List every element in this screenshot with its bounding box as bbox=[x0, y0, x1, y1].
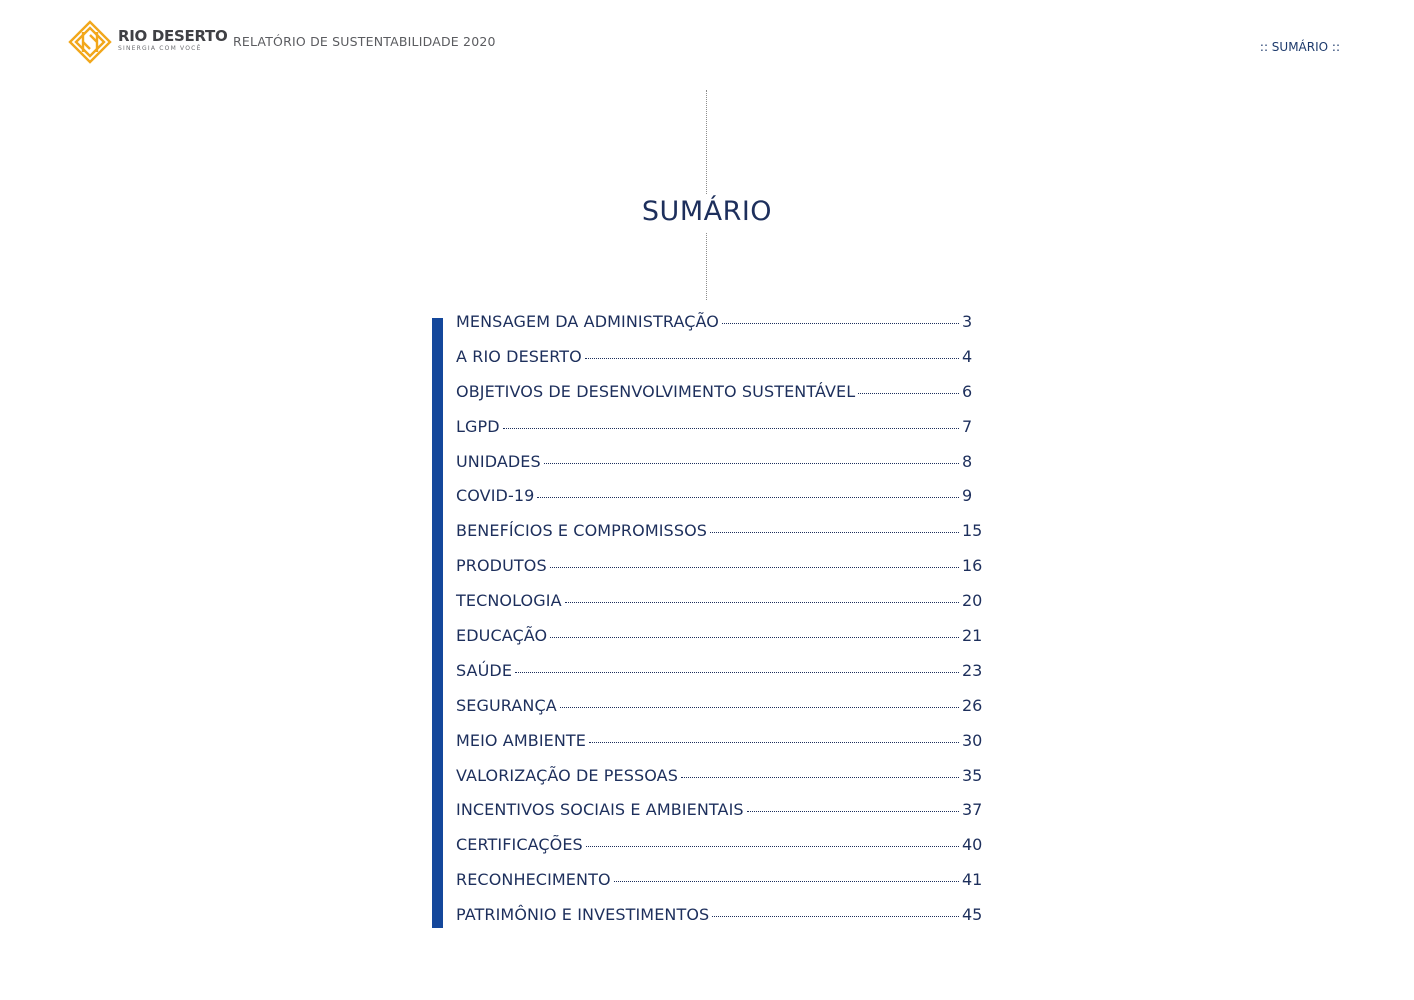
toc-entry-label: SEGURANÇA bbox=[456, 695, 557, 715]
toc-entry-page: 4 bbox=[962, 346, 973, 366]
toc-entry-label: MENSAGEM DA ADMINISTRAÇÃO bbox=[456, 312, 719, 331]
toc-entry[interactable] bbox=[456, 312, 982, 347]
toc-entry[interactable] bbox=[456, 835, 982, 870]
toc-entry-page: 45 bbox=[962, 905, 983, 925]
toc-entry-page: 35 bbox=[962, 765, 983, 785]
toc-entry-label: A RIO DESERTO bbox=[456, 346, 582, 366]
toc-entry-label: BENEFÍCIOS E COMPROMISSOS bbox=[456, 521, 708, 541]
toc-dot-leader bbox=[722, 323, 959, 324]
toc-entry-page: 21 bbox=[962, 626, 983, 646]
page-title: SUMÁRIO bbox=[641, 196, 773, 227]
toc-entry-label: COVID-19 bbox=[456, 486, 535, 506]
toc-entry[interactable] bbox=[456, 382, 982, 417]
toc-entry-page: 8 bbox=[962, 451, 973, 471]
toc-entry-page: 20 bbox=[962, 591, 983, 611]
toc-entry[interactable] bbox=[456, 870, 982, 905]
toc-entry[interactable] bbox=[456, 521, 982, 556]
toc-entry[interactable] bbox=[456, 591, 982, 626]
toc-entry-label: MEIO AMBIENTE bbox=[456, 730, 587, 750]
toc-entry-label: UNIDADES bbox=[456, 451, 541, 471]
toc-entry-label: INCENTIVOS SOCIAIS E AMBIENTAIS bbox=[456, 800, 744, 820]
toc-dot-leader bbox=[585, 358, 959, 359]
toc-entry[interactable] bbox=[456, 766, 982, 801]
toc-dot-leader bbox=[614, 881, 959, 882]
toc-dot-leader bbox=[550, 637, 959, 638]
brand-name: RIO DESERTO bbox=[118, 27, 228, 45]
toc-dot-leader bbox=[589, 742, 959, 743]
toc-entry[interactable] bbox=[456, 800, 982, 835]
divider-bottom bbox=[706, 233, 707, 300]
toc-entry[interactable] bbox=[456, 486, 982, 521]
toc-dot-leader bbox=[560, 707, 959, 708]
toc-entry-label: VALORIZAÇÃO DE PESSOAS bbox=[456, 765, 678, 785]
toc-entry-page: 7 bbox=[962, 416, 973, 436]
brand-tagline: SINERGIA COM VOCÊ bbox=[118, 45, 202, 52]
toc-entry[interactable] bbox=[456, 696, 982, 731]
toc-dot-leader bbox=[710, 532, 959, 533]
toc-entry-label: CERTIFICAÇÕES bbox=[456, 835, 583, 855]
toc-entry[interactable] bbox=[456, 556, 982, 591]
toc-entry[interactable] bbox=[456, 452, 982, 487]
toc-entry-label: PRODUTOS bbox=[456, 556, 547, 576]
toc-entry-page: 16 bbox=[962, 556, 983, 576]
toc-entry-label: PATRIMÔNIO E INVESTIMENTOS bbox=[456, 905, 710, 925]
toc-entry-page: 9 bbox=[962, 486, 973, 506]
toc-accent-bar bbox=[432, 318, 443, 928]
rio-deserto-logo-icon bbox=[68, 20, 112, 64]
toc-entry-page: 37 bbox=[962, 800, 983, 820]
toc-dot-leader bbox=[586, 846, 959, 847]
header-section-label[interactable]: :: SUMÁRIO :: bbox=[1259, 40, 1340, 54]
toc-entry-page: 6 bbox=[962, 381, 973, 401]
toc-dot-leader bbox=[544, 463, 959, 464]
toc-entry[interactable] bbox=[456, 661, 982, 696]
report-title: RELATÓRIO DE SUSTENTABILIDADE 2020 bbox=[233, 34, 496, 49]
toc-dot-leader bbox=[681, 777, 959, 778]
toc-entry[interactable] bbox=[456, 626, 982, 661]
toc-entry[interactable] bbox=[456, 347, 982, 382]
toc-dot-leader bbox=[550, 567, 959, 568]
toc-entry-label: EDUCAÇÃO bbox=[456, 626, 548, 646]
toc-entry-page: 3 bbox=[962, 312, 973, 331]
toc-entry-page: 26 bbox=[962, 695, 983, 715]
toc-dot-leader bbox=[503, 428, 959, 429]
toc-entry[interactable] bbox=[456, 905, 982, 940]
toc-entry-label: RECONHECIMENTO bbox=[456, 870, 611, 890]
toc-entry-page: 40 bbox=[962, 835, 983, 855]
toc-dot-leader bbox=[747, 811, 959, 812]
toc-entry-page: 15 bbox=[962, 521, 983, 541]
toc-dot-leader bbox=[537, 497, 959, 498]
toc-entry-label: LGPD bbox=[456, 416, 500, 436]
toc-dot-leader bbox=[712, 916, 959, 917]
toc-entry-page: 41 bbox=[962, 870, 983, 890]
toc-entry[interactable] bbox=[456, 417, 982, 452]
toc-dot-leader bbox=[565, 602, 959, 603]
toc-entry-page: 30 bbox=[962, 730, 983, 750]
toc-entry-label: OBJETIVOS DE DESENVOLVIMENTO SUSTENTÁVEL bbox=[456, 381, 856, 401]
toc-entry-label: TECNOLOGIA bbox=[456, 591, 562, 611]
toc-dot-leader bbox=[858, 393, 959, 394]
toc-entry[interactable] bbox=[456, 731, 982, 766]
toc-entry-page: 23 bbox=[962, 660, 983, 680]
divider-top bbox=[706, 90, 707, 194]
brand-block bbox=[118, 27, 227, 53]
toc-dot-leader bbox=[515, 672, 959, 673]
table-of-contents bbox=[456, 312, 982, 940]
toc-entry-label: SAÚDE bbox=[456, 660, 513, 680]
